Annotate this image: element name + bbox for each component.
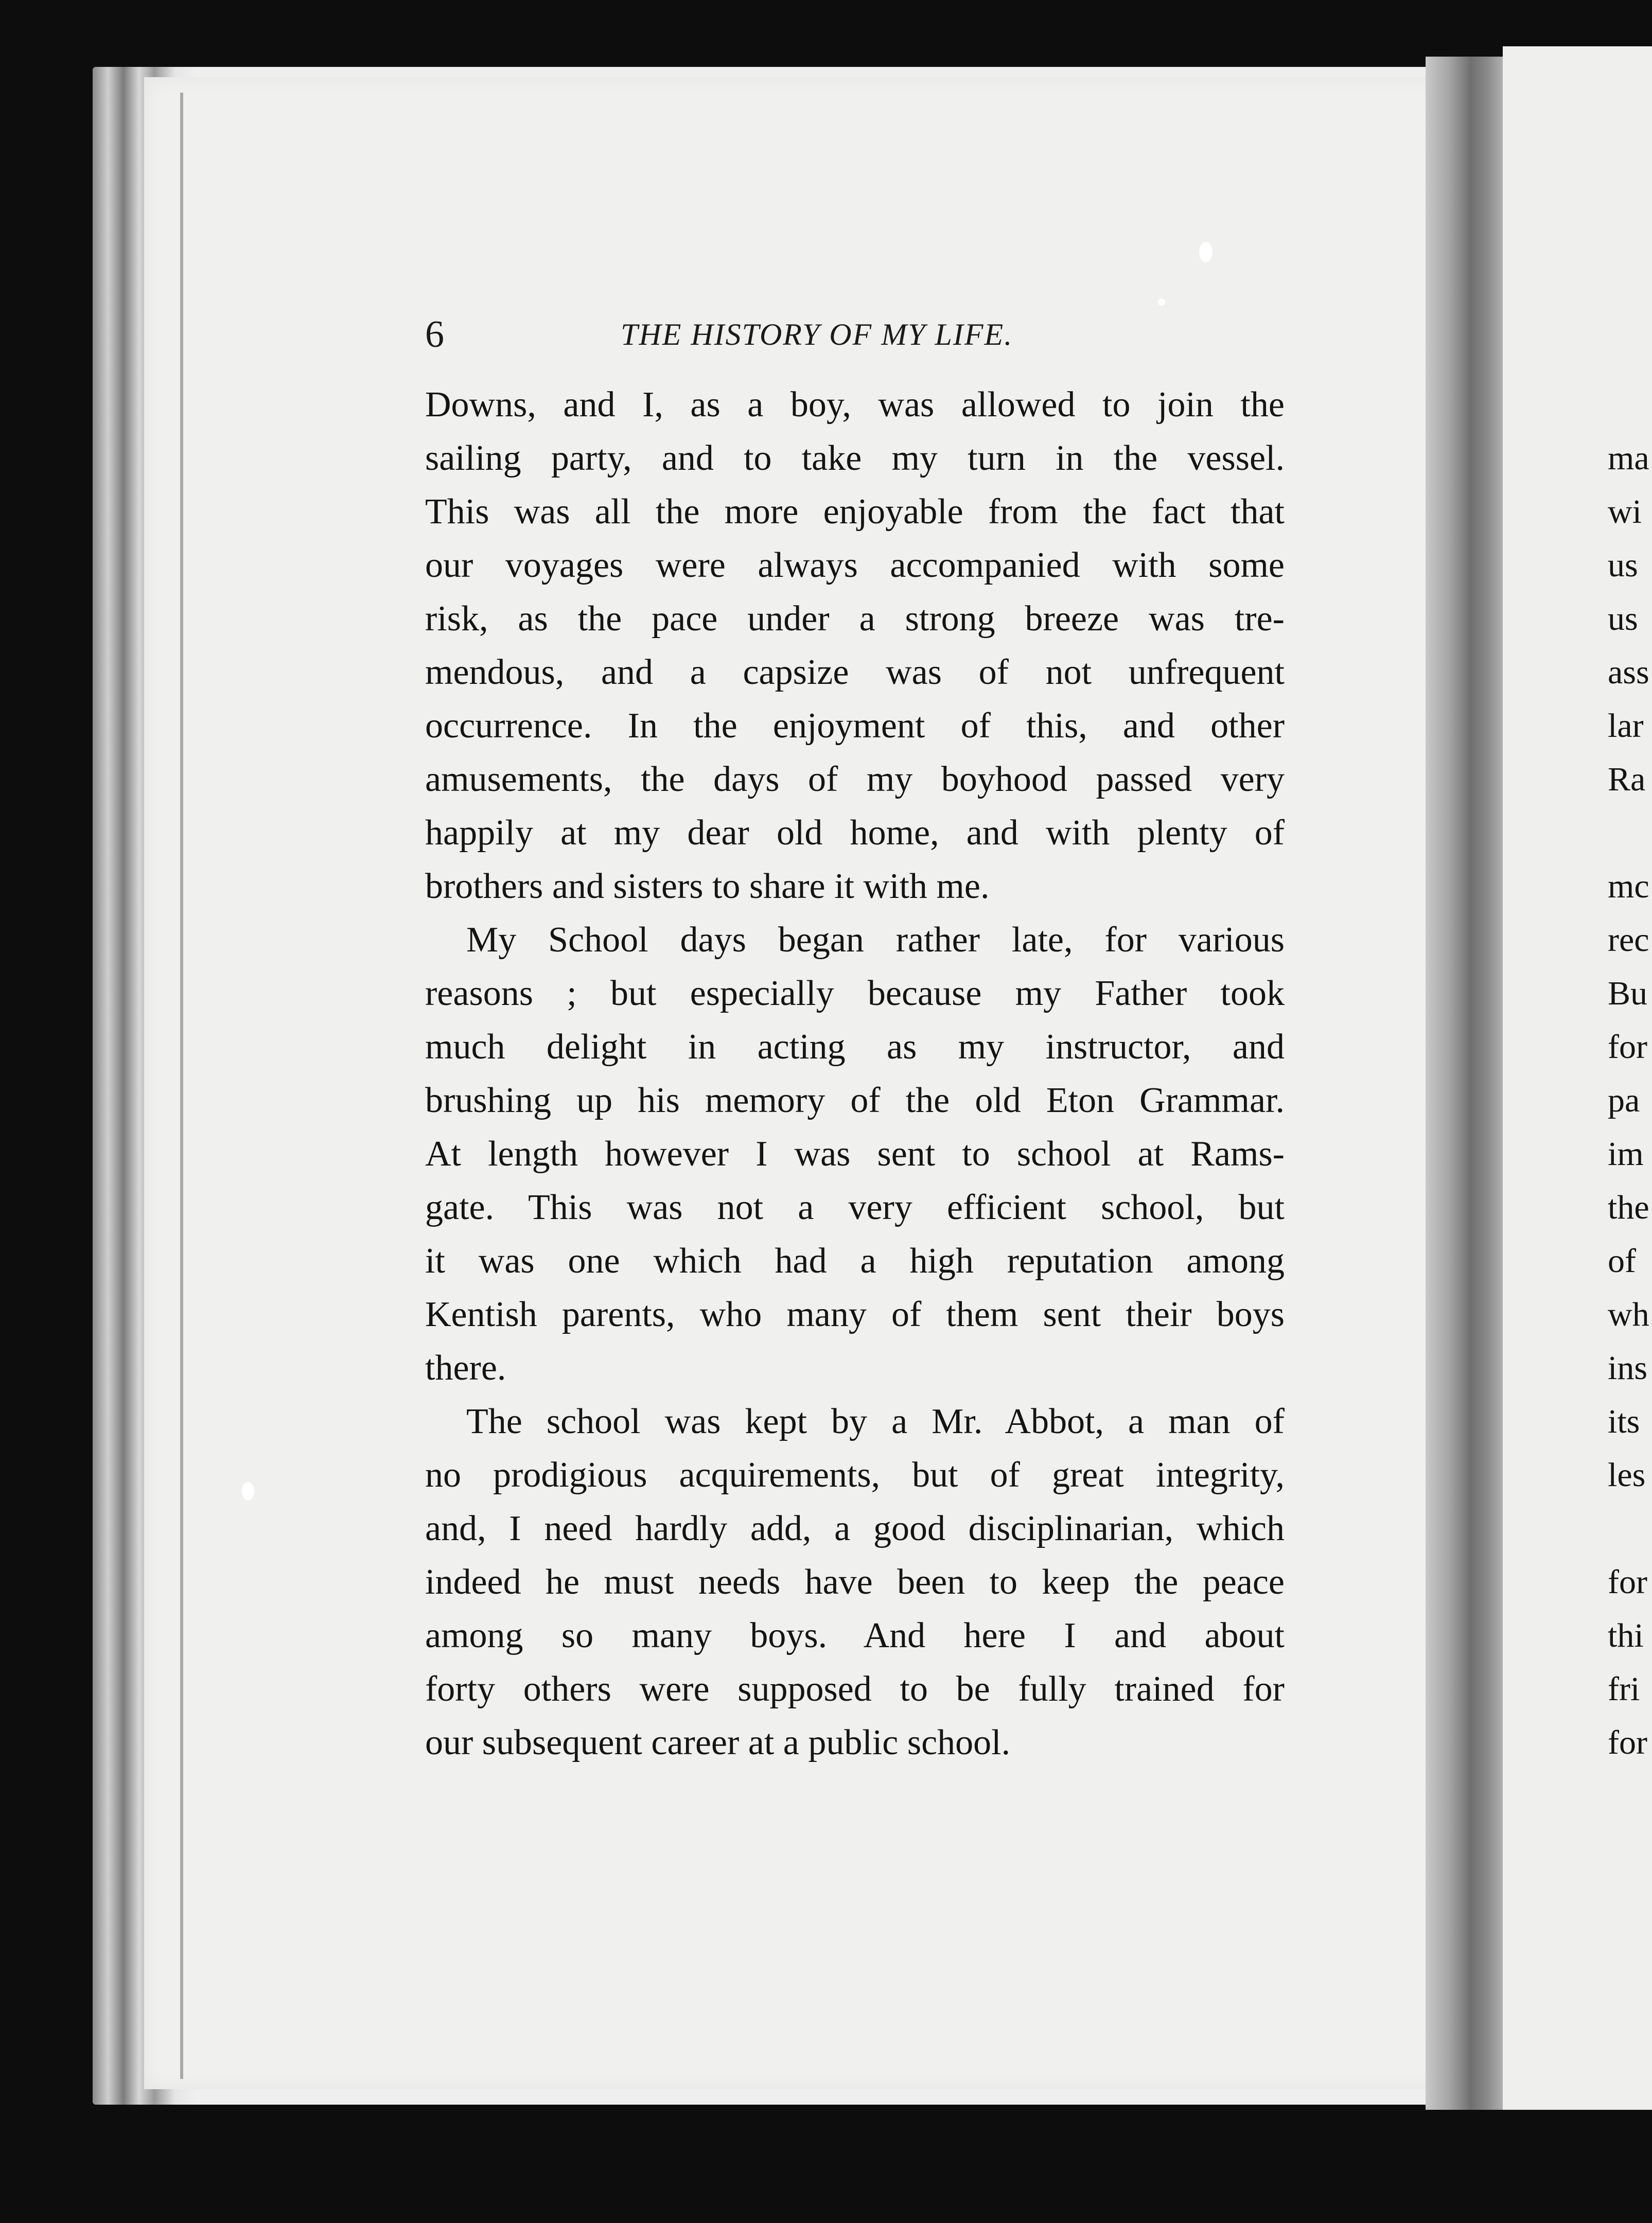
running-title: THE HISTORY OF MY LIFE.: [621, 317, 1013, 351]
facing-line: [1608, 378, 1652, 432]
paragraph-start-line: My School days began rather late, for various: [466, 920, 1285, 960]
text-line: and, I need hardly add, a good disciplinarian, which: [425, 1509, 1285, 1548]
facing-line: [1608, 806, 1652, 860]
text-line: Kentish parents, who many of them sent their boys: [425, 1295, 1285, 1334]
paragraph-end-line: there.: [425, 1348, 506, 1388]
facing-line: ins: [1608, 1349, 1648, 1387]
text-line: At length however I was sent to school at Rams-: [425, 1134, 1285, 1174]
facing-line: lar: [1608, 707, 1644, 745]
text-line: risk, as the pace under a strong breeze was tre-: [425, 599, 1285, 639]
facing-line: wh: [1608, 1296, 1649, 1333]
facing-line: us: [1608, 600, 1638, 638]
facing-line: for: [1608, 1563, 1647, 1601]
facing-line: mc: [1608, 868, 1649, 905]
running-head: [425, 309, 1094, 360]
facing-page-text-fragments: [1608, 378, 1652, 1770]
text-line: happily at my dear old home, and with plenty of: [425, 813, 1285, 853]
page-number: 6: [425, 313, 444, 356]
text-line: indeed he must needs have been to keep the peace: [425, 1562, 1285, 1602]
facing-line: Bu: [1608, 975, 1648, 1012]
facing-line: ass: [1608, 654, 1649, 691]
page-border-line: [180, 93, 183, 2079]
facing-line: its: [1608, 1403, 1640, 1440]
paragraph-start-line: The school was kept by a Mr. Abbot, a man of: [466, 1402, 1285, 1441]
facing-line: for: [1608, 1028, 1647, 1066]
text-line: Downs, and I, as a boy, was allowed to join the: [425, 385, 1285, 425]
text-line: amusements, the days of my boyhood passed very: [425, 760, 1285, 799]
text-line: much delight in acting as my instructor, and: [425, 1027, 1285, 1067]
scan-speck: [1199, 242, 1212, 262]
text-line: among so many boys. And here I and about: [425, 1616, 1285, 1655]
facing-line: us: [1608, 546, 1638, 584]
facing-line: of: [1608, 1242, 1636, 1280]
facing-line: ma: [1608, 439, 1649, 477]
text-line: forty others were supposed to be fully trained for: [425, 1669, 1285, 1709]
book-gutter: [1426, 57, 1508, 2110]
facing-line: les: [1608, 1456, 1646, 1494]
facing-line: the: [1608, 1189, 1649, 1226]
text-line: sailing party, and to take my turn in the vessel.: [425, 438, 1285, 478]
facing-line: wi: [1608, 493, 1642, 531]
facing-line: Ra: [1608, 761, 1646, 798]
facing-line: thi: [1608, 1617, 1644, 1654]
text-line: occurrence. In the enjoyment of this, and other: [425, 706, 1285, 746]
body-text: [425, 378, 1285, 1770]
text-line: This was all the more enjoyable from the fact that: [425, 492, 1285, 532]
facing-line: [1608, 1502, 1652, 1556]
scan-speck: [1158, 298, 1165, 306]
paragraph-end-line: brothers and sisters to share it with me.: [425, 867, 990, 906]
scan-speck: [242, 1482, 254, 1501]
text-line: reasons ; but especially because my Father took: [425, 974, 1285, 1013]
text-line: no prodigious acquirements, but of great integrity,: [425, 1455, 1285, 1495]
facing-line: fri: [1608, 1670, 1640, 1708]
text-line: gate. This was not a very efficient school, but: [425, 1188, 1285, 1227]
facing-line: rec: [1608, 921, 1649, 959]
facing-line: im: [1608, 1135, 1644, 1173]
text-line: our voyages were always accompanied with some: [425, 545, 1285, 585]
text-line: it was one which had a high reputation among: [425, 1241, 1285, 1281]
paragraph-end-line: our subsequent career at a public school.: [425, 1723, 1011, 1762]
facing-line: for: [1608, 1724, 1647, 1761]
text-line: mendous, and a capsize was of not unfrequent: [425, 652, 1285, 692]
facing-line: pa: [1608, 1082, 1640, 1119]
text-line: brushing up his memory of the old Eton Grammar.: [425, 1081, 1285, 1120]
